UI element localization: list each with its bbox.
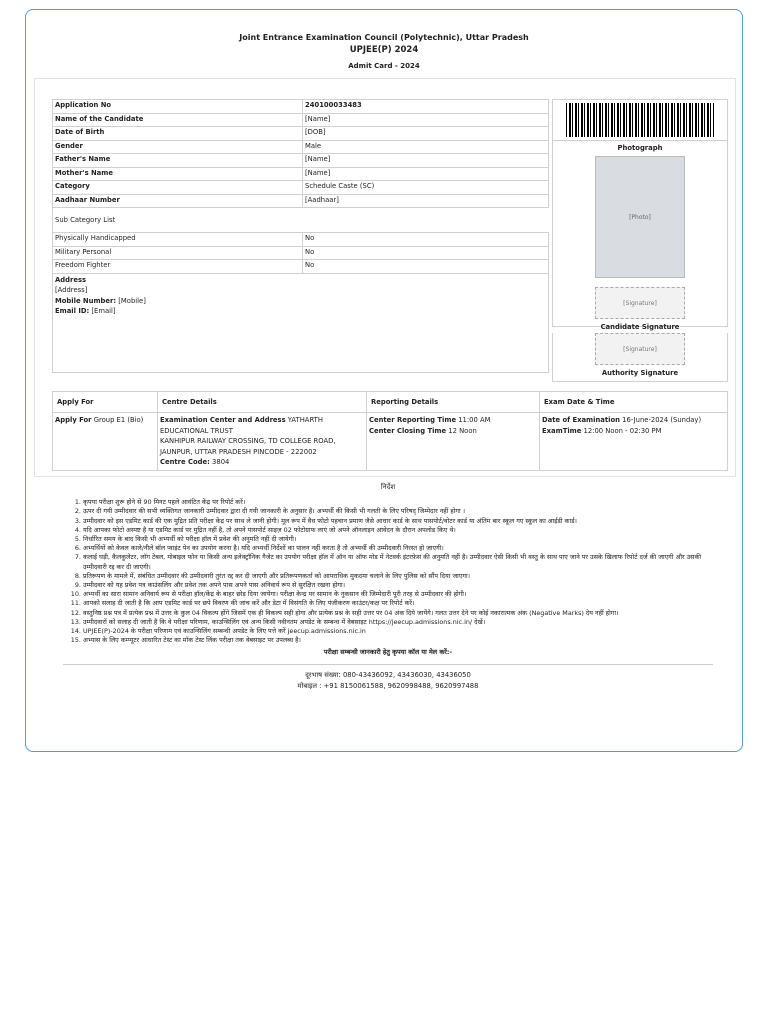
header-apply-for: Apply For (53, 392, 158, 413)
subcategory-row (53, 260, 549, 274)
field-label: Mother's Name (53, 167, 303, 181)
instructions-section (53, 483, 723, 692)
subcategory-value: No (303, 260, 549, 274)
subcategory-title: Sub Category List (53, 208, 549, 233)
candidate-row (53, 154, 549, 168)
instruction-item: 6. अभ्यर्थियों को केवल काले/नीले बॉल प्वाइंट पेन का उपयोग करना है। यदि अभ्यर्थी निर्देशों का पालन नहीं करता है तो अभ्यर्थी की उम्मीदवारी निरस्त हो जाएगी। (83, 544, 723, 553)
apply-for-label: Apply For (55, 416, 92, 424)
email-label: Email ID: (55, 307, 90, 315)
subcategory-label: Physically Handicapped (53, 233, 303, 247)
authority-signature-box (552, 333, 728, 382)
centre-code-label: Centre Code: (160, 458, 210, 466)
candidate-row (53, 181, 549, 195)
subcategory-title-row (53, 208, 549, 233)
centre-details-cell (158, 413, 367, 471)
subcategory-value: No (303, 246, 549, 260)
field-label: Gender (53, 140, 303, 154)
exam-date: 16-June-2024 (Sunday) (622, 416, 702, 424)
field-label: Father's Name (53, 154, 303, 168)
barcode-bars (566, 103, 714, 137)
field-value: Schedule Caste (SC) (303, 181, 549, 195)
photograph-label: Photograph (617, 144, 663, 152)
closing-time-label: Center Closing Time (369, 426, 447, 435)
mobile-label: Mobile Number: (55, 296, 117, 305)
council-name: Joint Entrance Examination Council (Polytechnic), Uttar Pradesh (239, 33, 529, 42)
field-label: Aadhaar Number (53, 194, 303, 208)
header-reporting-details: Reporting Details (367, 392, 540, 413)
address-cell (53, 273, 549, 372)
centre-name: YATHARTH EDUCATIONAL TRUST (160, 416, 323, 435)
instruction-item: 15. अभ्यास के लिए कम्प्यूटर आधारित टेस्ट का मॉक टेस्ट लिंक परीक्षा तक वेबसाइट पर उपलब्ध है। (83, 636, 723, 645)
candidate-signature-label: Candidate Signature (600, 323, 680, 331)
exam-date-time-cell (540, 413, 728, 471)
field-label: Date of Birth (53, 127, 303, 141)
centre-code: 3804 (212, 458, 230, 466)
candidate-photo: [Photo] (595, 156, 685, 278)
field-value: 240100033483 (303, 100, 549, 114)
field-label: Application No (53, 100, 303, 114)
subcategory-row (53, 233, 549, 247)
instruction-item: 1. कृपया परीक्षा शुरू होने से 90 मिनट पहले आवंटित केंद्र पर रिपोर्ट करें। (83, 498, 723, 507)
instructions-title: निर्देश (380, 483, 396, 491)
field-value: [Name] (303, 167, 549, 181)
mobile-value: [Mobile] (118, 296, 146, 305)
reporting-time: 11:00 AM (458, 416, 491, 424)
instruction-item: 14. UPJEE(P)-2024 के परीक्षा परिणाम एवं काउन्सिलिंग सम्बन्धी अपडेट के लिए पत्ते करें jeecup.admissions.nic.in (83, 627, 723, 636)
candidate-signature: [Signature] (595, 287, 685, 319)
admit-card-body (34, 78, 736, 477)
address-row (53, 273, 549, 372)
exam-date-label: Date of Examination (542, 416, 620, 424)
exam-name: UPJEE(P) 2024 (349, 45, 419, 55)
address-value: [Address] (55, 286, 88, 294)
centre-address: KANHIPUR RAILWAY CROSSING, TD COLLEGE ROAD, JAUNPUR, UTTAR PRADESH PINCODE - 222002 (160, 437, 336, 456)
field-value: Male (303, 140, 549, 154)
candidate-row (53, 140, 549, 154)
field-label: Category (53, 181, 303, 195)
instruction-item: 12. वस्तुनिष्ठ प्रश्न पत्र में प्रत्येक प्रश्न में उत्तर के कुल 04 विकल्प होंगे जिसमें एक ही विकल्प सही होगा और प्रत्येक प्रश्न के सही उत्तर पर 04 अंक दिये जायेंगे। गलत उत्तर देने पर कोई नकारात्मक अंक (Negative Marks) देय नहीं होगा। (83, 609, 723, 618)
photo-box (552, 141, 728, 331)
centre-label: Examination Center and Address (160, 416, 286, 424)
instruction-item: 9. उम्मीदवार को यह प्रवेश पत्र काउंसलिंग और प्रवेश तक अपने पास अपने पास अनिवार्य रूप से सुरक्षित रखना होगा। (83, 581, 723, 590)
instruction-item: 7. कलाई घड़ी, कैलकुलेटर, लॉग टेबल, मोबाइल फोन या किसी अन्य इलेक्ट्रॉनिक गैजेट का उपयोग परीक्षा हॉल में ऑन या ऑफ मोड में नेटवर्क इंटरफ़ेस की अनुमति नहीं है। उम्मीदवार ऐसी किसी भी वस्तु के साथ पाए जाने पर उसके खिलाफ रिपोर्ट दर्ज की जाएगी और उसकी उम्मीदवारी रद्द कर दी जाएगी। (83, 553, 723, 571)
header-exam-date-time: Exam Date & Time (540, 392, 728, 413)
closing-time: 12 Noon (448, 426, 477, 435)
candidate-row (53, 194, 549, 208)
instruction-item: 8. प्रतिरूपण के मामले में, संबंधित उम्मीदवार की उम्मीदवारी तुरंत रद्द कर दी जाएगी और प्रतिरूपणकर्ता को आपराधिक मुकदमा चलाने के लिए पुलिस को सौंप दिया जाएगा। (83, 572, 723, 581)
instruction-item: 10. अभ्यर्थी का सारा सामान अनिवार्य रूप से परीक्षा हॉल/केंद्र के बाहर छोड़ दिया जायेगा। परीक्षा केन्द्र पर सामान के नुकसान की जिम्मेदारी पूरी तरह से उम्मीदवार की होगी। (83, 590, 723, 599)
field-value: [Name] (303, 113, 549, 127)
exam-details-table (52, 391, 728, 471)
candidate-row (53, 113, 549, 127)
instruction-item: 5. निर्धारित समय के बाद किसी भी अभ्यर्थी को परीक्षा हॉल में प्रवेश की अनुमति नहीं दी जायेगी। (83, 535, 723, 544)
subcategory-label: Freedom Fighter (53, 260, 303, 274)
subcategory-row (53, 246, 549, 260)
exam-time: 12:00 Noon - 02:30 PM (583, 426, 662, 435)
field-value: [Aadhaar] (303, 194, 549, 208)
field-label: Name of the Candidate (53, 113, 303, 127)
header-centre-details: Centre Details (158, 392, 367, 413)
photo-signature-column (552, 99, 728, 382)
contact-phone: दूरभाष संख्या: 080-43436092, 43436030, 43436050 (305, 670, 471, 679)
contact-heading: परीक्षा सम्बन्धी जानकारी हेतु कृपया कॉल या मेल करें:- (323, 648, 453, 657)
contact-mobile: मोबाइल : +91 8150061588, 9620998488, 9620997488 (297, 681, 479, 690)
candidate-row (53, 100, 549, 114)
candidate-row (53, 167, 549, 181)
email-value: [Email] (91, 307, 116, 315)
exam-time-label: ExamTime (542, 426, 582, 435)
instruction-item: 11. आपको सलाह दी जाती है कि आप एडमिट कार्ड पर छपे विवरण की जांच करें और डेटा में विसंगति के लिए पंजीकरण काउंटर/कक्ष पर रिपोर्ट करें। (83, 599, 723, 608)
document-title: Admit Card - 2024 (348, 62, 420, 70)
field-value: [DOB] (303, 127, 549, 141)
subcategory-value: No (303, 233, 549, 247)
instruction-item: 3. उम्मीदवार को इस एडमिट कार्ड की एक मुद्रित प्रति परीक्षा केंद्र पर साथ ले जानी होगी। मूल रूप में वैध फोटो पहचान प्रमाण जैसे आधार कार्ड के साथ पासपोर्ट/वोटर कार्ड या अंतिम बार स्कूल गए स्कूल का आईडी कार्ड। (83, 517, 723, 526)
instructions-list (53, 498, 723, 645)
candidate-details-table (52, 99, 549, 373)
apply-for-cell (53, 413, 158, 471)
subcategory-label: Military Personal (53, 246, 303, 260)
authority-signature: [Signature] (595, 333, 685, 365)
reporting-details-cell (367, 413, 540, 471)
apply-for-value: Group E1 (Bio) (93, 416, 144, 424)
candidate-row (53, 127, 549, 141)
field-value: [Name] (303, 154, 549, 168)
barcode (552, 99, 728, 141)
authority-signature-label: Authority Signature (601, 369, 679, 377)
instruction-item: 4. यदि आपका फोटो अस्पष्ट है या एडमिट कार्ड पर मुद्रित नहीं है, तो अपने पासपोर्ट साइज़ 02 फोटोग्राफ लाएं जो अपने ऑनलाइन आवेदन के दौरान अपलोड किए थे। (83, 526, 723, 535)
reporting-time-label: Center Reporting Time (369, 416, 457, 424)
address-label: Address (55, 275, 87, 284)
instruction-item: 13. उम्मीदवारों को सलाह दी जाती है कि वे परीक्षा परिणाम, काउन्सिलिंग एवं अन्य किसी नवीनतम अपडेट के सम्बन्ध में वेबसाइट https://jeecup.admissions.nic.in/ देखें। (83, 618, 723, 627)
divider (63, 664, 713, 665)
instruction-item: 2. ऊपर दी गयी उम्मीदवार की सभी व्यक्तिगत जानकारी उम्मीदवार द्वारा दी गयी जानकारी के अनुसार है। अभ्यर्थी की किसी भी गलती के लिए परिषद् जिम्मेदार नहीं होगा । (83, 507, 723, 516)
